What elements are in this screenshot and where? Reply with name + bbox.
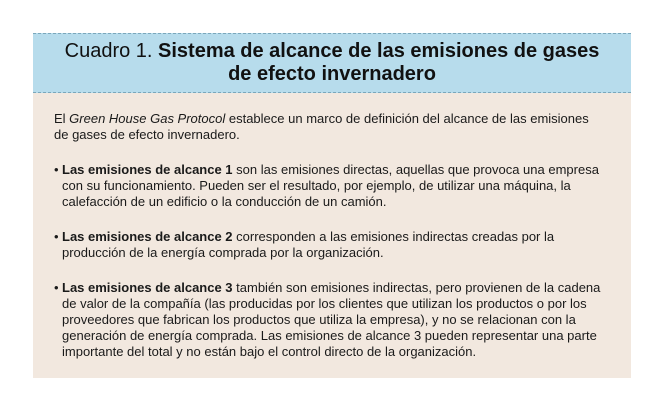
scope-3-term: Las emisiones de alcance 3 xyxy=(62,280,233,295)
scope-1-text: son las emisiones directas, aquellas que provoca una empresa con su funcionamiento. Pueden ser el resultado, por ejemplo, de utilizar una máquina, la calefacción de un edificio o la conducción de un camión. xyxy=(62,162,599,209)
box-title-prefix: Cuadro 1. xyxy=(64,40,159,62)
intro-paragraph xyxy=(54,111,603,143)
list-item-scope-1 xyxy=(54,162,603,210)
bullet-icon: • xyxy=(54,229,59,244)
scope-1-term: Las emisiones de alcance 1 xyxy=(62,162,233,177)
box-title-main: Sistema de alcance de las emisiones de gases xyxy=(158,40,600,62)
list-item-scope-3 xyxy=(54,280,603,360)
box-header xyxy=(33,33,631,93)
protocol-name: Green House Gas Protocol xyxy=(69,111,226,126)
box-title-continued: de efecto invernadero xyxy=(228,63,436,85)
scope-2-term: Las emisiones de alcance 2 xyxy=(62,229,233,244)
bullet-icon: • xyxy=(54,162,59,177)
box-body xyxy=(33,93,631,378)
box-title xyxy=(33,34,631,63)
info-box xyxy=(33,33,631,378)
intro-text: establece un marco de definición del alcance de las emisiones de gases de efecto invernadero. xyxy=(54,111,589,142)
list-item-scope-2 xyxy=(54,229,603,261)
scope-3-text: también son emisiones indirectas, pero provienen de la cadena de valor de la compañía (las producidas por los clientes que utilizan los productos o por los proveedores que fabrican los productos que utiliza la empresa), y no se relacionan con la generación de energía comprada. Las emisiones de alcance 3 pueden representar una parte importante del total y no están bajo el control directo de la organización. xyxy=(62,280,601,359)
bullet-icon: • xyxy=(54,280,59,295)
scope-2-text: corresponden a las emisiones indirectas creadas por la producción de la energía comprada por la organización. xyxy=(62,229,555,260)
intro-prefix: El xyxy=(54,111,70,126)
